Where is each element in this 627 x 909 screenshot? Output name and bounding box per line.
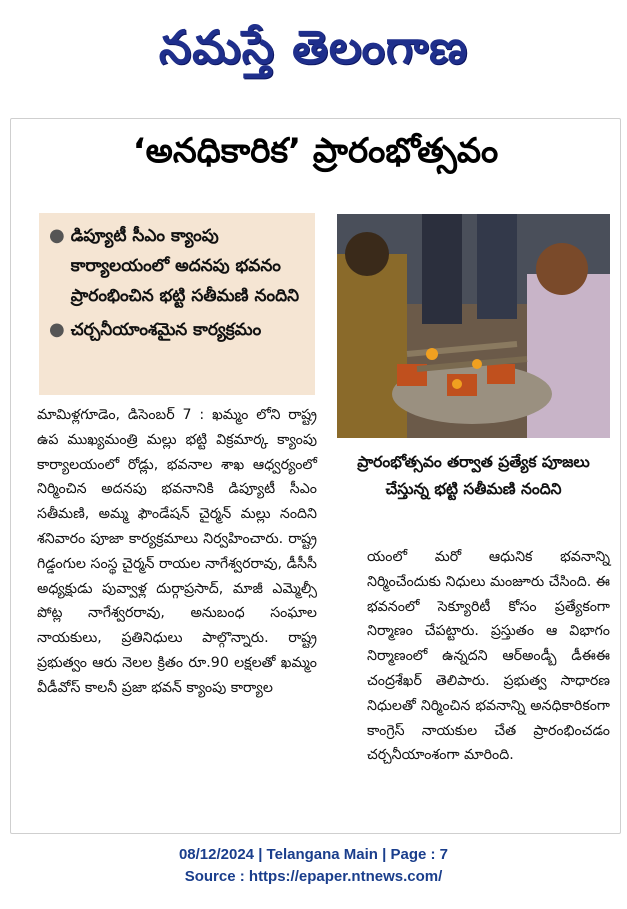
body-paragraph: యంలో మరో ఆధునిక భవనాన్ని నిర్మించేందుకు నిధులు మంజూరు చేసింది. ఈ భవనంలో సెక్యూరిటీ కోసం ప్రత్యేకంగా నిర్మాణం చేపట్టారు. ప్రస్తుతం ఆ విభాగం నిర్మాణంలో ఉన్నదని ఆర్అండ్బీ డీఈఈ చంద్రశేఖర్ తెలిపారు. ప్రభుత్వ సాధారణ నిధులతో నిర్మించిన భవనాన్ని అనధికారికంగా కాంగ్రెస్ నాయకుల చేత ప్రారంభించడం చర్చనీయాంశంగా మారింది. [367,549,610,764]
highlight-item [49,315,307,345]
photo-caption: ప్రారంభోత్సవం తర్వాత ప్రత్యేక పూజలు చేస్తున్న భట్టి సతీమణి నందిని [357,453,590,498]
footer-date-line: 08/12/2024 | Telangana Main | Page : 7 [178,846,449,863]
body-paragraph: మామిళ్లగూడెం, డిసెంబర్ 7 : ఖమ్మం లోని రాష్ట్ర ఉప ముఖ్యమంత్రి మల్లు భట్టి విక్రమార్క క్యాంపు కార్యాలయంలో రోడ్లు, భవనాల శాఖ ఆధ్వర్యంలో నిర్మించిన అదనపు భవనానికి డిప్యూటీ సీఎం సతీమణి, అమ్మ ఫౌండేషన్ చైర్మన్ మల్లు నందిని శనివారం పూజా కార్యక్రమాలు నిర్వహించారు. రాష్ట్ర గిడ్డంగుల సంస్థ చైర్మన్ రాయల నాగేశ్వరరావు, డీసీసీ అధ్యక్షుడు పువ్వాళ్ల దుర్గాప్రసాద్, మాజీ ఎమ్మెల్సీ పోట్ల నాగేశ్వరరావు, అనుబంధ సంఘాల నాయకులు, ప్రతినిధులు పాల్గొన్నారు. రాష్ట్ర ప్రభుత్వం ఆరు నెలల క్రితం రూ.90 లక్షలతో ఖమ్మం వీడీవోస్ కాలనీ ప్రజా భవన్ క్యాంపు కార్యాల [37,407,317,696]
highlight-text: డిప్యూటీ సీఎం క్యాంపు కార్యాలయంలో అదనపు భవనం ప్రారంభించిన భట్టి సతీమణి నందిని [70,226,300,306]
source-footer [0,844,627,888]
article-clipping [10,118,621,834]
highlight-item [49,221,307,311]
highlight-text: చర్చనీయాంశమైన కార్యక్రమం [70,320,262,340]
article-body-left [37,403,317,701]
footer-source-line: Source : https://epaper.ntnews.com/ [184,868,443,885]
article-body-right [367,545,610,768]
photo-icon [337,214,610,438]
bullet-icon: ● [49,319,65,340]
news-photo [337,214,610,438]
bullet-icon: ● [49,225,65,246]
masthead-logo: నమస్తే తెలంగాణ [158,20,469,74]
highlights-box [39,213,315,395]
article-headline: ‘అనధికారిక’ ప్రారంభోత్సవం [132,131,499,171]
